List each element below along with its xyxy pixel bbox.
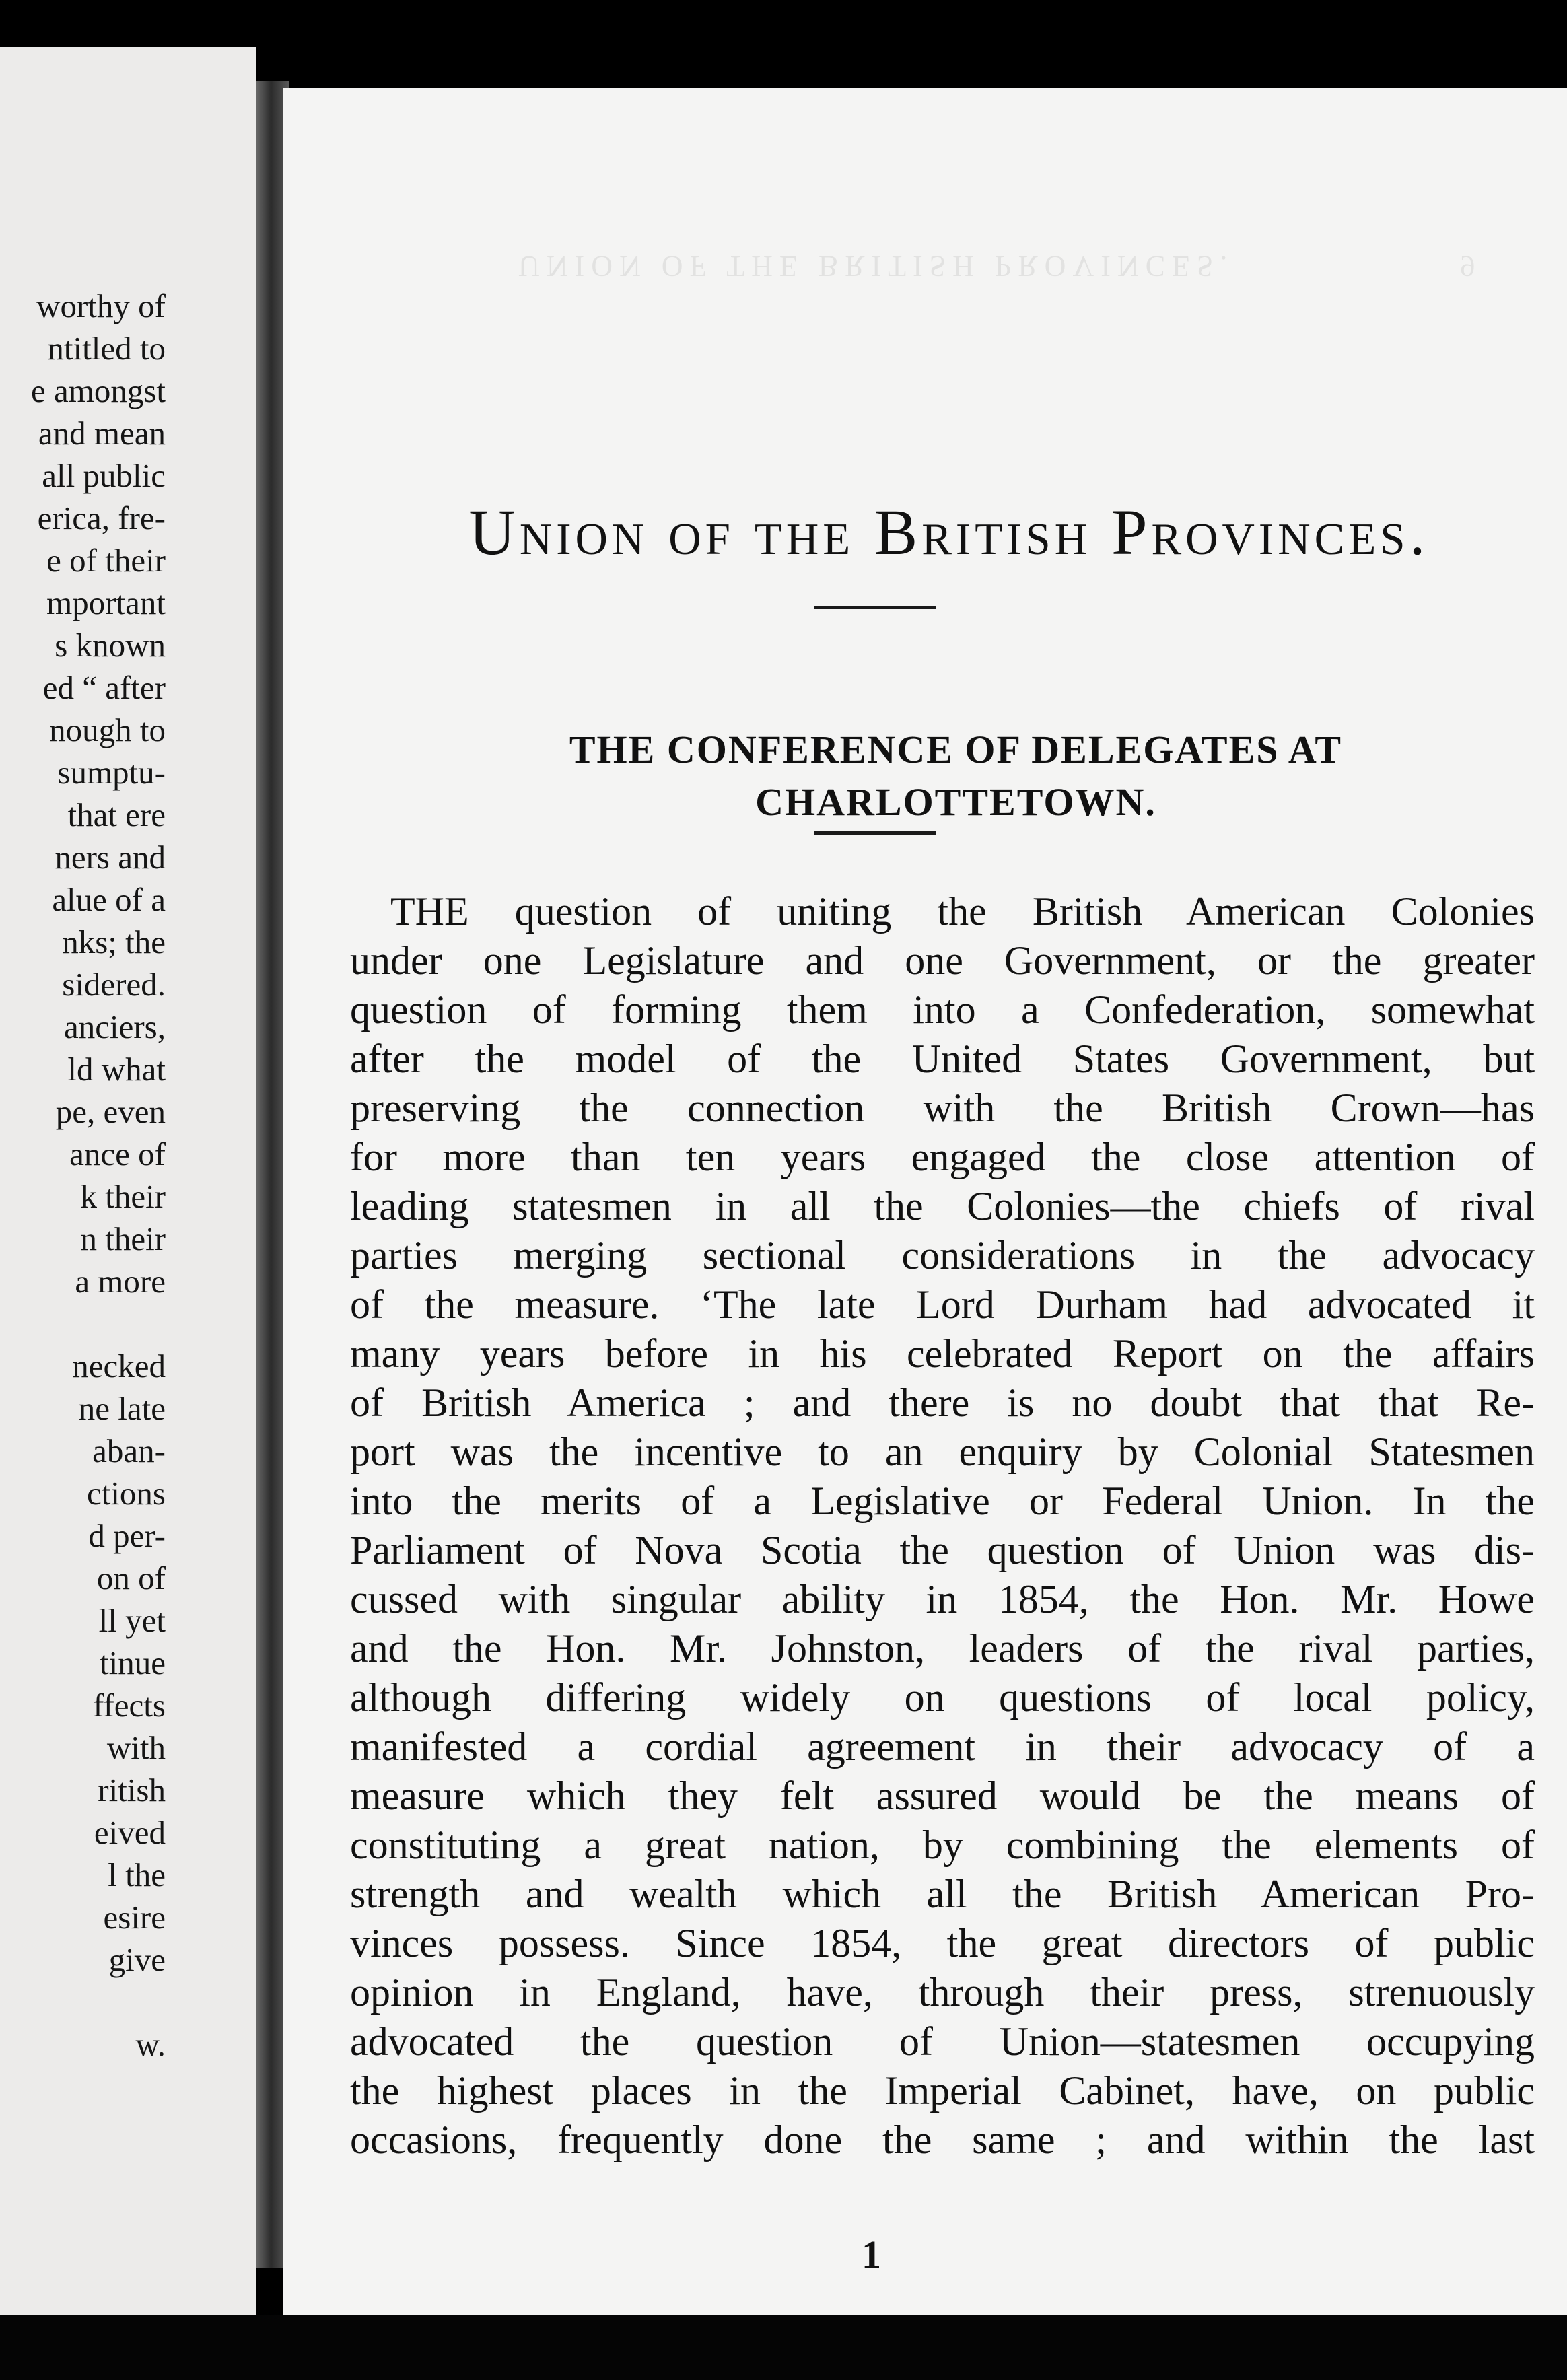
left-page-line: aban- (92, 1432, 166, 1469)
left-page-line: ld what (67, 1051, 166, 1088)
page-right (283, 88, 1567, 2315)
body-line: preserving the connection with the British Crown—has (350, 1086, 1535, 1130)
left-page-line: give (108, 1941, 166, 1978)
body-line: after the model of the United States Government, but (350, 1037, 1535, 1081)
left-page-line: anciers, (64, 1008, 166, 1045)
left-page-line: w. (135, 2026, 166, 2063)
body-line: question of forming them into a Confederation, somewhat (350, 987, 1535, 1032)
body-line: vinces possess. Since 1854, the great directors of public (350, 1921, 1535, 1965)
page-number: 1 (862, 2233, 881, 2276)
left-page-line: ntitled to (47, 330, 166, 367)
left-page-line: ritish (98, 1772, 166, 1809)
body-line: Parliament of Nova Scotia the question of Union was dis- (350, 1528, 1535, 1572)
subtitle-divider (814, 831, 936, 835)
page-title: Union of the British Provinces. (468, 496, 1430, 568)
body-line: leading statesmen in all the Colonies—the chiefs of rival (350, 1184, 1535, 1228)
left-page-line: ners and (55, 839, 166, 876)
scan-bottom-edge (0, 2315, 1567, 2380)
left-page-line: sumptu- (57, 754, 166, 791)
left-page-line: nough to (49, 711, 166, 748)
section-subtitle (377, 724, 1535, 829)
body-line: cussed with singular ability in 1854, the Hon. Mr. Howe (350, 1577, 1535, 1621)
left-page-line: ne late (78, 1390, 166, 1427)
body-line: measure which they felt assured would be the means of (350, 1774, 1535, 1818)
left-page-line: e amongst (30, 372, 166, 409)
left-page-line: a more (75, 1263, 166, 1300)
body-line: of British America ; and there is no doubt that that Re- (350, 1380, 1535, 1425)
body-line: THE question of uniting the British American Colonies (390, 889, 1535, 934)
subtitle-line-1: THE CONFERENCE OF DELEGATES AT (569, 728, 1343, 771)
left-page-line: on of (96, 1560, 166, 1597)
left-page-line: ed “ after (42, 669, 166, 706)
left-page-line: all public (42, 457, 166, 494)
left-page-line: ffects (93, 1687, 166, 1724)
body-line: many years before in his celebrated Report on the affairs (350, 1331, 1535, 1376)
left-page-line: ance of (69, 1135, 166, 1172)
body-line: and the Hon. Mr. Johnston, leaders of the rival parties, (350, 1626, 1535, 1671)
body-line: under one Legislature and one Government, or the greater (350, 938, 1535, 983)
left-page-line: tinue (100, 1644, 166, 1681)
left-page-line: n their (80, 1220, 166, 1257)
left-page-line: e of their (46, 542, 166, 579)
left-page-line: k their (80, 1178, 166, 1215)
left-page-line: esire (103, 1899, 166, 1936)
body-line: for more than ten years engaged the close attention of (350, 1135, 1535, 1179)
left-page-line: with (106, 1729, 166, 1766)
left-page-line: worthy of (36, 287, 166, 324)
body-line: strength and wealth which all the British American Pro- (350, 1872, 1535, 1916)
body-line: the highest places in the Imperial Cabinet, have, on public (350, 2068, 1535, 2113)
body-line: into the merits of a Legislative or Federal Union. In the (350, 1479, 1535, 1523)
facing-page-left (0, 47, 256, 2322)
left-page-line: pe, even (55, 1093, 166, 1130)
body-line: constituting a great nation, by combining the elements of (350, 1823, 1535, 1867)
left-page-line: necked (72, 1348, 166, 1385)
body-line: port was the incentive to an enquiry by Colonial Statesmen (350, 1430, 1535, 1474)
show-through-header: UNION OF THE BRITISH PROVINCES. 9 (518, 250, 1482, 283)
body-line: occasions, frequently done the same ; and within the last (350, 2118, 1535, 2162)
left-page-line: alue of a (52, 881, 166, 918)
left-page-line: erica, fre- (37, 499, 166, 536)
body-line: opinion in England, have, through their press, strenuously (350, 1970, 1535, 2015)
body-line: advocated the question of Union—statesmen occupying (350, 2019, 1535, 2064)
left-page-line: d per- (88, 1517, 166, 1554)
left-page-line: ll yet (98, 1602, 166, 1639)
body-line: manifested a cordial agreement in their advocacy of a (350, 1724, 1535, 1769)
left-page-line: nks; the (62, 923, 166, 960)
left-page-line: s known (55, 627, 166, 664)
body-line: parties merging sectional considerations in the advocacy (350, 1233, 1535, 1278)
left-page-line: sidered. (62, 966, 166, 1003)
body-line: although differing widely on questions of local policy, (350, 1675, 1535, 1720)
subtitle-line-2: CHARLOTTETOWN. (755, 780, 1156, 824)
left-page-line: l the (108, 1856, 166, 1893)
body-line: of the measure. ‘The late Lord Durham had advocated it (350, 1282, 1535, 1327)
left-page-line: ctions (86, 1475, 166, 1512)
left-page-line: that ere (67, 796, 166, 833)
left-page-line: eived (94, 1814, 166, 1851)
body-paragraph (350, 887, 1535, 2165)
left-page-line: and mean (38, 415, 166, 452)
title-divider (814, 606, 936, 609)
left-page-line: mportant (46, 584, 166, 621)
